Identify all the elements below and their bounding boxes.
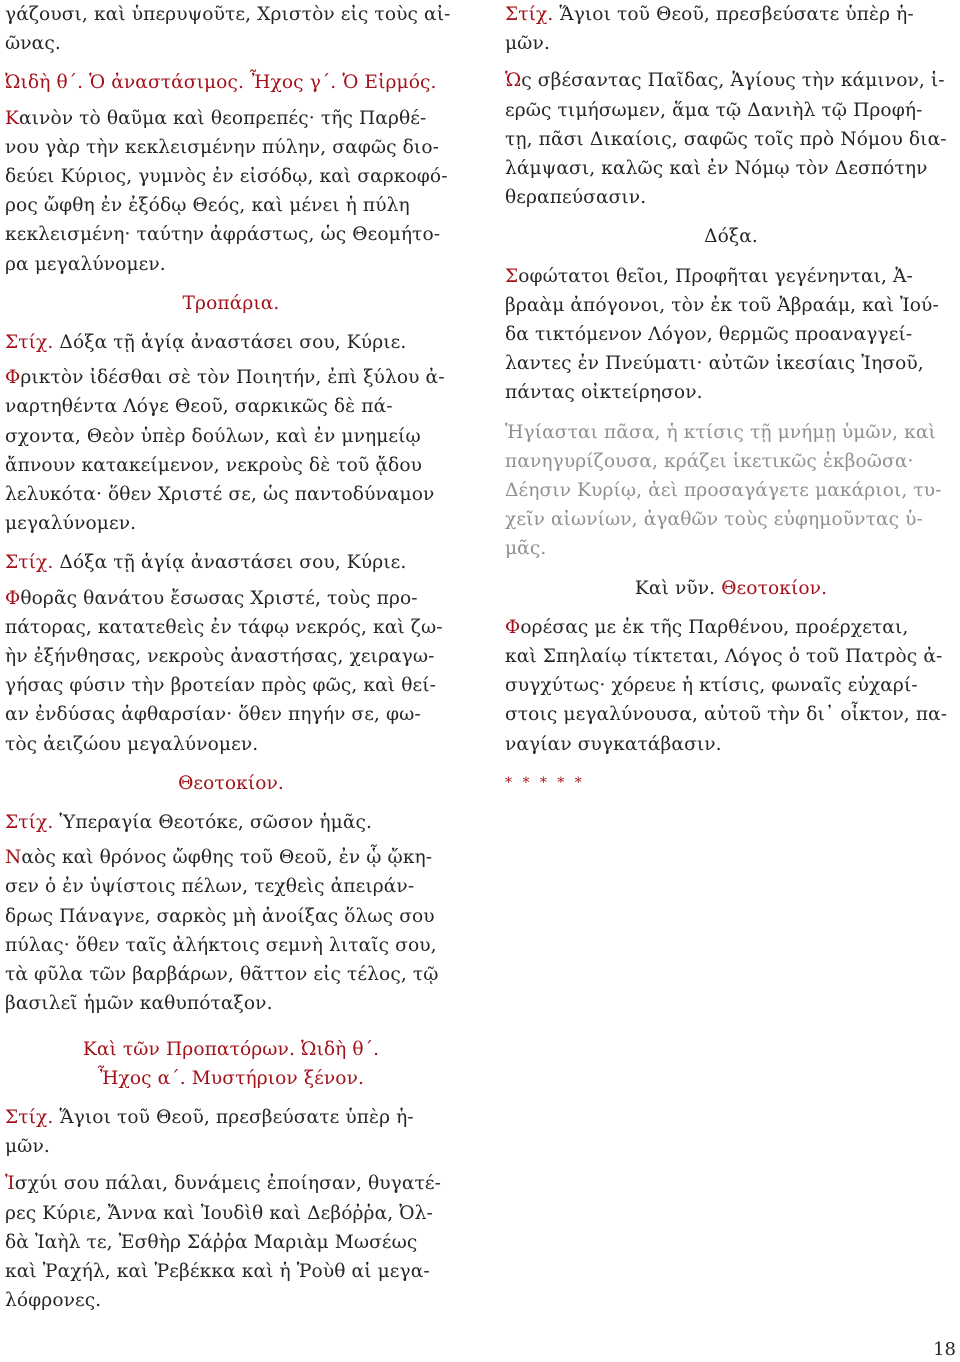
troparion-paragraph-line: ρες Κύριε, Ἄννα καὶ Ἰουδὶθ καὶ Δεβόῤῥα, Ὀλ- <box>5 1202 433 1224</box>
troparion-paragraph-line: λόφρονες. <box>5 1290 102 1312</box>
theotokion-paragraph-line: τὰ φῦλα τῶν βαρβάρων, θᾶττον εἰς τέλος, τῷ <box>5 964 439 986</box>
theotokion-paragraph-line: συγχύτως· χόρευε ἡ κτίσις, φωναῖς εὐχαρί- <box>505 675 918 697</box>
theotokion-paragraph-line: δρως Πάναγνε, σαρκὸς μὴ ἀνοίξας ὅλως σου <box>5 905 435 927</box>
troparion-paragraph-line-rest: ς σβέσαντας Παῖδας, Ἁγίους τὴν κάμινον, ἱ- <box>521 70 945 92</box>
gray-paragraph-line: χεῖν αἰωνίων, ἀγαθῶν τοὺς εὐφημοῦντας ὑ- <box>505 509 923 531</box>
irmos-paragraph-line: κεκλεισμένη· ταύτην ἀφράστως, ὡς Θεομήτο- <box>5 224 441 246</box>
stich-label: Στίχ. <box>5 1106 54 1128</box>
troparion-paragraph-line: τὸς ἀειζώου μεγαλύνομεν. <box>5 733 259 755</box>
troparion-paragraph-line: ναρτηθέντα Λόγε Θεοῦ, σαρκικῶς δὲ πά- <box>5 396 393 418</box>
initial-letter: Ἰ <box>5 1173 15 1195</box>
initial-letter: Κ <box>5 107 19 129</box>
troparion-paragraph-line-rest: θορᾶς θανάτου ἔσωσας Χριστέ, τοὺς προ- <box>20 587 418 609</box>
stich-text: Δόξα τῇ ἁγίᾳ ἀναστάσει σου, Κύριε. <box>53 332 407 354</box>
stich-text: Δόξα τῇ ἁγίᾳ ἀναστάσει σου, Κύριε. <box>53 552 407 574</box>
stich-line <box>5 548 457 577</box>
initial-letter: Φ <box>5 587 21 609</box>
stich-line-line <box>505 29 957 58</box>
kai-nyn-heading <box>505 574 957 603</box>
troparion-paragraph-line-rest: ρικτὸν ἰδέσθαι σὲ τὸν Ποιητήν, ἐπὶ ξύλου ἀ- <box>20 367 445 389</box>
theotokion-paragraph-line-rest: αὸς καὶ θρόνος ὤφθης τοῦ Θεοῦ, ἐν ᾧ ᾤκη- <box>21 847 433 869</box>
initial-letter: Ν <box>5 847 22 869</box>
stich-text: Ἅγιοι τοῦ Θεοῦ, πρεσβεύσατε ὑπὲρ ἡ- <box>553 4 914 25</box>
troparia-heading: Τροπάρια. <box>182 292 280 314</box>
gray-paragraph-line: μᾶς. <box>505 538 547 560</box>
irmos-paragraph-line-rest: αινὸν τὸ θαῦμα καὶ θεοπρεπές· τῆς Παρθέ- <box>19 107 427 129</box>
stich-line <box>505 0 957 58</box>
troparion-paragraph <box>5 584 457 759</box>
stich-line-line <box>5 1103 457 1132</box>
initial-letter: Σ <box>505 265 519 287</box>
stich-text: Ἅγιοι τοῦ Θεοῦ, πρεσβεύσατε ὑπὲρ ἡ- <box>53 1106 414 1128</box>
troparion-paragraph-line: λάμψασι, καλῶς καὶ ἐν Νόμῳ τὸν Δεσπότην <box>505 158 928 180</box>
troparion-paragraph-line: πάτορας, κατατεθεὶς ἐν τάφῳ νεκρός, καὶ ζω- <box>5 616 443 638</box>
troparion-paragraph <box>505 262 957 408</box>
troparion-paragraph <box>505 66 957 212</box>
theotokion-paragraph-line: στοις μεγαλύνουσα, αὐτοῦ τὴν δι᾽ οἶκτον, πα- <box>505 704 948 726</box>
theotokion-paragraph-line <box>5 843 457 872</box>
irmos-paragraph-line: ρος ὤφθη ἐν ἐξόδῳ Θεός, καὶ μένει ἡ πύλη <box>5 195 410 217</box>
troparion-paragraph-line: μεγαλύνομεν. <box>5 513 137 535</box>
continuation-paragraph-line: γάζουσι, καὶ ὑπερυψοῦτε, Χριστὸν εἰς τοὺς αἰ- <box>5 4 451 25</box>
ode-heading: Ὠιδὴ θ΄. Ὁ ἀναστάσιμος. Ἦχος γ΄. Ὁ Εἱρμός. <box>5 72 437 94</box>
troparion-paragraph-line: σχοντα, Θεὸν ὑπὲρ δούλων, καὶ ἐν μνημείῳ <box>5 425 421 447</box>
gray-paragraph-line: Ἡγίασται πᾶσα, ἡ κτίσις τῇ μνήμῃ ὑμῶν, καὶ <box>505 421 936 443</box>
doxa-heading: Δόξα. <box>704 226 758 248</box>
troparion-paragraph-line: τῃ, πᾶσι Δικαίοις, σαφῶς τοῖς πρὸ Νόμου δια- <box>505 128 947 150</box>
kai-nyn-label: Καὶ νῦν. <box>634 577 722 599</box>
irmos-paragraph-line: ρα μεγαλύνομεν. <box>5 253 166 275</box>
troparion-paragraph <box>5 1169 457 1315</box>
stich-label: Στίχ. <box>5 812 54 834</box>
theotokion-paragraph-line: ναγίαν συγκατάβασιν. <box>505 733 722 755</box>
troparion-paragraph-line: λαντες ἐν Πνεύματι· αὐτῶν ἱκεσίαις Ἰησοῦ, <box>505 353 924 375</box>
troparion-paragraph-line: γήσας φύσιν τὴν βροτείαν πρὸς φῶς, καὶ θεί- <box>5 675 437 697</box>
troparion-paragraph-line: βραὰμ ἀπόγονοι, τὸν ἐκ τοῦ Ἀβραάμ, καὶ Ἰού- <box>505 294 939 316</box>
theotokion-paragraph-line: καὶ Σπηλαίῳ τίκτεται, Λόγος ὁ τοῦ Πατρὸς ἀ- <box>505 646 943 668</box>
troparion-paragraph-line: λελυκότα· ὅθεν Χριστέ σε, ὡς παντοδύναμον <box>5 484 435 506</box>
theotokion-paragraph <box>5 843 457 1018</box>
gray-paragraph-line: Δέησιν Κυρίῳ, ἀεὶ προσαγάγετε μακάριοι, τυ- <box>505 480 942 502</box>
continuation-paragraph <box>5 0 457 58</box>
continuation-paragraph-line: ῶνας. <box>5 33 61 55</box>
stich-label: Στίχ. <box>505 4 554 25</box>
stich-line <box>5 328 457 357</box>
stich-line <box>5 1103 457 1161</box>
initial-letter: Ὡ <box>505 70 522 92</box>
troparion-paragraph-line: πάντας οἰκτείρησον. <box>505 382 703 404</box>
left-column <box>5 0 457 1325</box>
theotokion-paragraph-line: πύλας· ὅθεν ταῖς ἀλήκτοις σεμνὴ λιταῖς σου, <box>5 934 437 956</box>
troparion-paragraph-line-rest: οφώτατοι θεῖοι, Προφῆται γεγένηνται, Ἀ- <box>518 265 913 287</box>
propator-heading-tone: Ἦχος α΄. Μυστήριον ξένον. <box>97 1067 365 1089</box>
troparion-paragraph-line: αν ἐνδύσας ἀφθαρσίαν· ὅθεν πηγήν σε, φω- <box>5 704 421 726</box>
stich-line-line <box>505 0 957 29</box>
troparion-paragraph-line: δὰ Ἰαὴλ τε, Ἐσθὴρ Σάῤῥα Μαριὰμ Μωσέως <box>5 1231 418 1253</box>
troparion-paragraph-line <box>5 1169 457 1198</box>
theotokion-heading: Θεοτοκίον. <box>178 772 284 794</box>
troparion-paragraph-line: δα τικτόμενον Λόγον, θερμῶς προαναγγεί- <box>505 324 913 346</box>
right-column <box>505 0 957 808</box>
theotokion-paragraph-line <box>505 613 957 642</box>
initial-letter: Φ <box>5 367 21 389</box>
stich-text: μῶν. <box>5 1136 50 1158</box>
theotokion-paragraph <box>505 613 957 759</box>
stich-line <box>5 808 457 837</box>
theotokion-paragraph-line-rest: ορέσας με ἐκ τῆς Παρθένου, προέρχεται, <box>520 616 909 638</box>
troparion-paragraph-line <box>5 363 457 392</box>
irmos-paragraph-line: νου γὰρ τὴν κεκλεισμένην πύλην, σαφῶς διο- <box>5 136 439 158</box>
troparion-paragraph-line <box>505 66 957 95</box>
theotokion-paragraph-line: βασιλεῖ ἡμῶν καθυπόταξον. <box>5 993 273 1015</box>
theotokion-paragraph-line: σεν ὁ ἐν ὑψίστοις πέλων, τεχθεὶς ἀπειράν- <box>5 876 415 898</box>
troparion-paragraph-line: ερῶς τιμήσωμεν, ἅμα τῷ Δανιὴλ τῷ Προφή- <box>505 99 923 121</box>
page-number: 18 <box>933 1339 956 1360</box>
gray-paragraph <box>505 418 957 564</box>
troparion-paragraph-line <box>5 584 457 613</box>
irmos-paragraph-line <box>5 104 457 133</box>
stich-text: μῶν. <box>505 33 550 55</box>
stich-label: Στίχ. <box>5 332 54 354</box>
troparion-paragraph-line-rest: σχύι σου πάλαι, δυνάμεις ἐποίησαν, θυγατέ- <box>14 1173 442 1195</box>
stich-text: Ὑπεραγία Θεοτόκε, σῶσον ἡμᾶς. <box>53 812 373 834</box>
troparion-paragraph-line: ἄπνουν κατακείμενον, νεκροὺς δὲ τοῦ ᾄδου <box>5 454 423 476</box>
irmos-paragraph-line: δεύει Κύριος, γυμνὸς ἐν εἰσόδῳ, καὶ σαρκοφό- <box>5 166 448 188</box>
irmos-paragraph <box>5 104 457 279</box>
troparion-paragraph-line: καὶ Ῥαχήλ, καὶ Ῥεβέκκα καὶ ἡ Ῥοὺθ αἱ μεγα- <box>5 1260 430 1282</box>
initial-letter: Φ <box>505 616 521 638</box>
section-separator-stars: * * * * * <box>505 774 585 791</box>
propator-heading: Καὶ τῶν Προπατόρων. Ὠιδὴ θ΄. <box>82 1038 380 1060</box>
troparion-paragraph-line: θεραπεύσασιν. <box>505 187 647 209</box>
troparion-paragraph-line <box>505 262 957 291</box>
theotokion-label: Θεοτοκίον. <box>721 577 828 599</box>
troparion-paragraph-line: ὴν ἐξήνθησας, νεκροὺς ἀναστήσας, χειραγω- <box>5 646 435 668</box>
stich-label: Στίχ. <box>5 552 54 574</box>
stich-line-line <box>5 1132 457 1161</box>
troparion-paragraph <box>5 363 457 538</box>
gray-paragraph-line: πανηγυρίζουσα, κράζει ἱκετικῶς ἐκβοῶσα· <box>505 450 914 472</box>
